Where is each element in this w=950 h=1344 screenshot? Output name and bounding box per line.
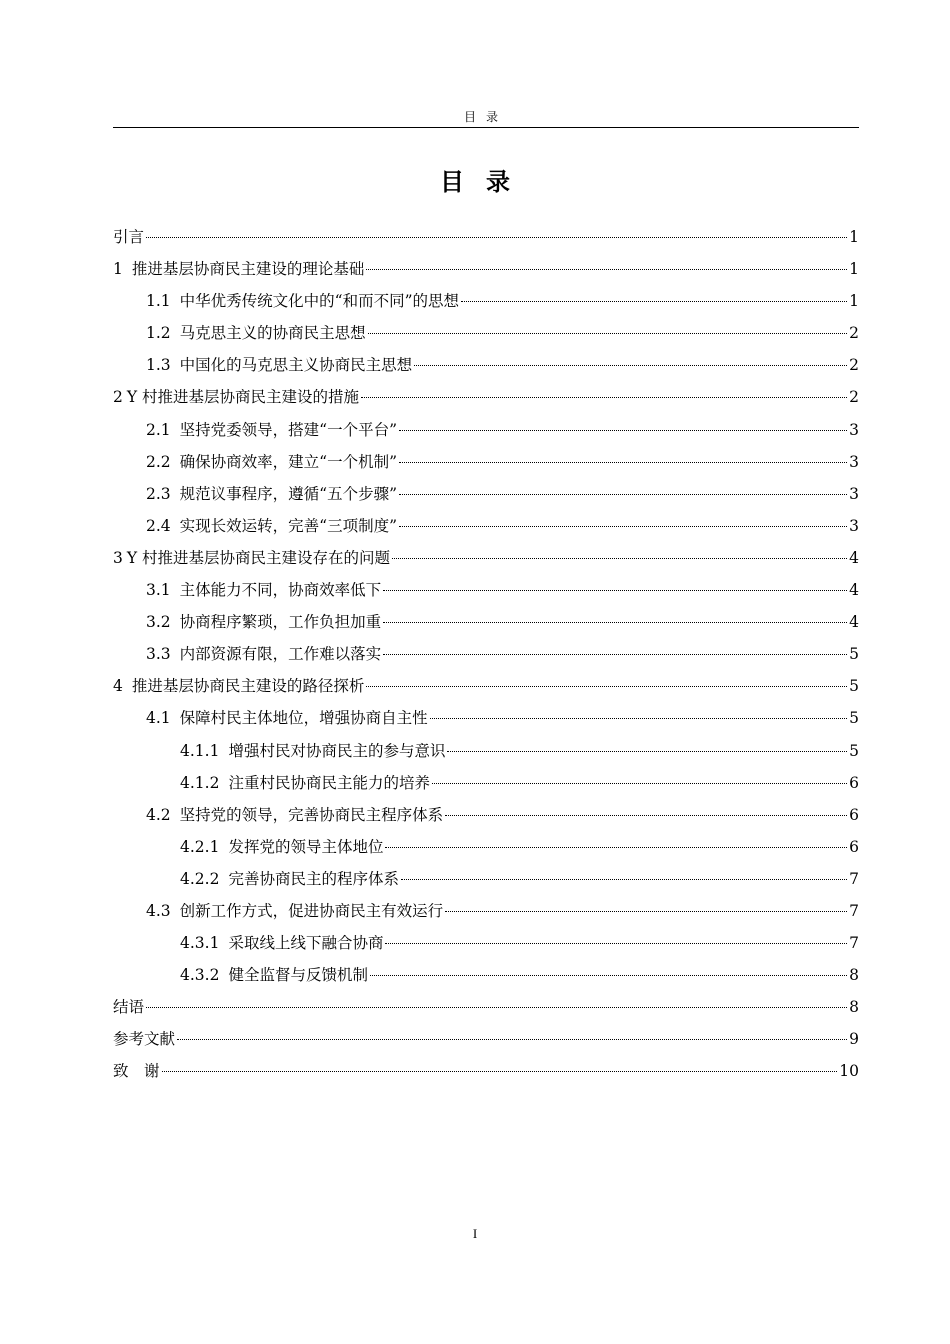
dot-leader (146, 237, 847, 238)
toc-entry-page: 3 (849, 452, 859, 471)
dot-leader (401, 879, 847, 880)
toc-entry-page: 4 (849, 613, 859, 632)
dot-leader (366, 269, 847, 270)
toc-entry-number: 3 (113, 548, 123, 567)
dot-leader (361, 397, 847, 398)
toc-entry[interactable] (113, 353, 859, 385)
dot-leader (383, 654, 847, 655)
toc-entry-number: 2.1 (146, 420, 171, 439)
toc-entry-number: 4.3.2 (180, 966, 220, 985)
toc-entry-number: 2 (113, 388, 123, 407)
dot-leader (445, 815, 847, 816)
table-of-contents (113, 225, 859, 1092)
dot-leader (385, 943, 847, 944)
toc-entry-title: 推进基层协商民主建设的路径探析 (131, 677, 365, 696)
toc-entry-page: 5 (849, 645, 859, 664)
dot-leader (383, 590, 847, 591)
toc-entry-page: 5 (849, 741, 859, 760)
toc-entry[interactable] (113, 610, 859, 642)
toc-entry-page: 3 (849, 484, 859, 503)
dot-leader (383, 622, 847, 623)
toc-entry[interactable] (113, 835, 859, 867)
toc-entry-page: 4 (849, 548, 859, 567)
toc-entry-page: 7 (849, 901, 859, 920)
footer-page-number: I (472, 1226, 478, 1241)
toc-entry-page: 5 (849, 677, 859, 696)
toc-entry-page: 5 (849, 709, 859, 728)
dot-leader (366, 686, 847, 687)
dot-leader (385, 847, 847, 848)
toc-entry-page: 10 (839, 1062, 859, 1081)
toc-entry-title: 采取线上线下融合协商 (228, 934, 384, 953)
toc-entry[interactable] (113, 482, 859, 514)
toc-entry-number: 2.4 (146, 516, 171, 535)
toc-entry-number: 2.2 (146, 452, 171, 471)
toc-entry-title: 坚持党的领导，完善协商民主程序体系 (179, 805, 444, 824)
toc-entry-number: 2.3 (146, 484, 171, 503)
toc-entry-title: 健全监督与反馈机制 (228, 966, 368, 985)
toc-entry-number: 4.2 (146, 805, 171, 824)
toc-entry-page: 2 (849, 356, 859, 375)
header-rule (113, 127, 859, 128)
toc-entry[interactable] (113, 642, 859, 674)
toc-entry-page: 1 (849, 228, 859, 246)
toc-entry-page: 1 (849, 260, 859, 279)
toc-entry[interactable] (113, 963, 859, 995)
toc-entry-title: 参考文献 (113, 1030, 176, 1049)
toc-entry[interactable] (113, 385, 859, 417)
toc-entry-number: 4.2.1 (180, 837, 220, 856)
toc-entry-title: 保障村民主体地位，增强协商自主性 (179, 709, 428, 728)
toc-entry-page: 4 (849, 581, 859, 600)
toc-entry-number: 3.1 (146, 581, 171, 600)
dot-leader (399, 526, 847, 527)
dot-leader (392, 558, 847, 559)
toc-entry[interactable] (113, 418, 859, 450)
toc-entry-page: 3 (849, 516, 859, 535)
toc-entry-title: 结语 (113, 998, 145, 1017)
toc-entry-number: 3.2 (146, 613, 171, 632)
toc-entry[interactable] (113, 225, 859, 257)
toc-entry-title: 主体能力不同，协商效率低下 (179, 581, 382, 600)
dot-leader (430, 718, 847, 719)
running-header: 目录 (463, 110, 508, 124)
toc-entry-page: 1 (849, 292, 859, 311)
toc-entry-number: 4.1.2 (180, 773, 220, 792)
toc-entry[interactable] (113, 803, 859, 835)
dot-leader (399, 430, 847, 431)
page-title: 目录 (440, 168, 532, 196)
toc-entry[interactable] (113, 450, 859, 482)
toc-entry-title: Y 村推进基层协商民主建设存在的问题 (126, 548, 391, 567)
toc-entry[interactable] (113, 578, 859, 610)
dot-leader (461, 301, 847, 302)
toc-entry-page: 8 (849, 966, 859, 985)
dot-leader (162, 1071, 838, 1072)
toc-entry-title: 注重村民协商民主能力的培养 (228, 773, 430, 792)
toc-entry-title: 致 谢 (113, 1062, 160, 1081)
toc-entry-title: 协商程序繁琐，工作负担加重 (179, 613, 382, 632)
toc-entry[interactable] (113, 995, 859, 1027)
toc-entry-title: 确保协商效率，建立“一个机制” (179, 452, 398, 471)
toc-entry-title: 实现长效运转，完善“三项制度” (179, 516, 398, 535)
toc-entry-title: 马克思主义的协商民主思想 (179, 324, 366, 343)
toc-entry[interactable] (113, 674, 859, 706)
toc-entry-title: 中国化的马克思主义协商民主思想 (179, 356, 413, 375)
toc-entry-title: 中华优秀传统文化中的“和而不同”的思想 (179, 292, 460, 311)
toc-entry-title: 增强村民对协商民主的参与意识 (228, 741, 446, 760)
toc-entry-number: 4.3.1 (180, 934, 220, 953)
toc-entry-page: 6 (849, 773, 859, 792)
toc-entry-page: 8 (849, 998, 859, 1017)
toc-entry-page: 9 (849, 1030, 859, 1049)
toc-entry-number: 1.1 (146, 292, 171, 311)
toc-entry-title: 规范议事程序，遵循“五个步骤” (179, 484, 398, 503)
toc-entry-page: 3 (849, 420, 859, 439)
dot-leader (370, 975, 847, 976)
toc-entry-title: 引言 (113, 228, 145, 246)
dot-leader (146, 1007, 847, 1008)
toc-entry-page: 6 (849, 837, 859, 856)
dot-leader (432, 783, 847, 784)
toc-entry[interactable] (113, 899, 859, 931)
toc-entry[interactable] (113, 739, 859, 771)
toc-entry[interactable] (113, 1059, 859, 1091)
toc-entry-page: 2 (849, 388, 859, 407)
toc-entry-number: 3.3 (146, 645, 171, 664)
dot-leader (445, 911, 847, 912)
toc-entry-number: 4.3 (146, 901, 171, 920)
toc-entry-page: 2 (849, 324, 859, 343)
dot-leader (177, 1039, 847, 1040)
toc-entry[interactable] (113, 931, 859, 963)
toc-entry[interactable] (113, 514, 859, 546)
toc-entry-title: 坚持党委领导，搭建“一个平台” (179, 420, 398, 439)
toc-entry-title: 推进基层协商民主建设的理论基础 (131, 260, 365, 279)
toc-entry[interactable] (113, 867, 859, 899)
toc-entry-title: 内部资源有限，工作难以落实 (179, 645, 382, 664)
dot-leader (414, 365, 847, 366)
toc-entry-number: 4 (113, 677, 123, 696)
toc-entry[interactable] (113, 546, 859, 578)
toc-entry-number: 1.2 (146, 324, 171, 343)
toc-entry-number: 4.1.1 (180, 741, 220, 760)
toc-entry[interactable] (113, 257, 859, 289)
toc-entry-number: 1.3 (146, 356, 171, 375)
toc-entry[interactable] (113, 706, 859, 738)
toc-entry-title: 创新工作方式，促进协商民主有效运行 (179, 901, 444, 920)
toc-entry[interactable] (113, 771, 859, 803)
toc-entry[interactable] (113, 321, 859, 353)
dot-leader (368, 333, 847, 334)
toc-entry-number: 4.1 (146, 709, 171, 728)
toc-entry-page: 7 (849, 869, 859, 888)
toc-entry[interactable] (113, 1027, 859, 1059)
dot-leader (399, 462, 847, 463)
toc-entry-title: 完善协商民主的程序体系 (228, 869, 399, 888)
toc-entry[interactable] (113, 289, 859, 321)
dot-leader (399, 494, 847, 495)
toc-entry-page: 6 (849, 805, 859, 824)
toc-entry-title: Y 村推进基层协商民主建设的措施 (126, 388, 360, 407)
toc-entry-number: 1 (113, 260, 123, 279)
toc-entry-number: 4.2.2 (180, 869, 220, 888)
toc-entry-title: 发挥党的领导主体地位 (228, 837, 384, 856)
dot-leader (447, 751, 847, 752)
toc-entry-page: 7 (849, 934, 859, 953)
